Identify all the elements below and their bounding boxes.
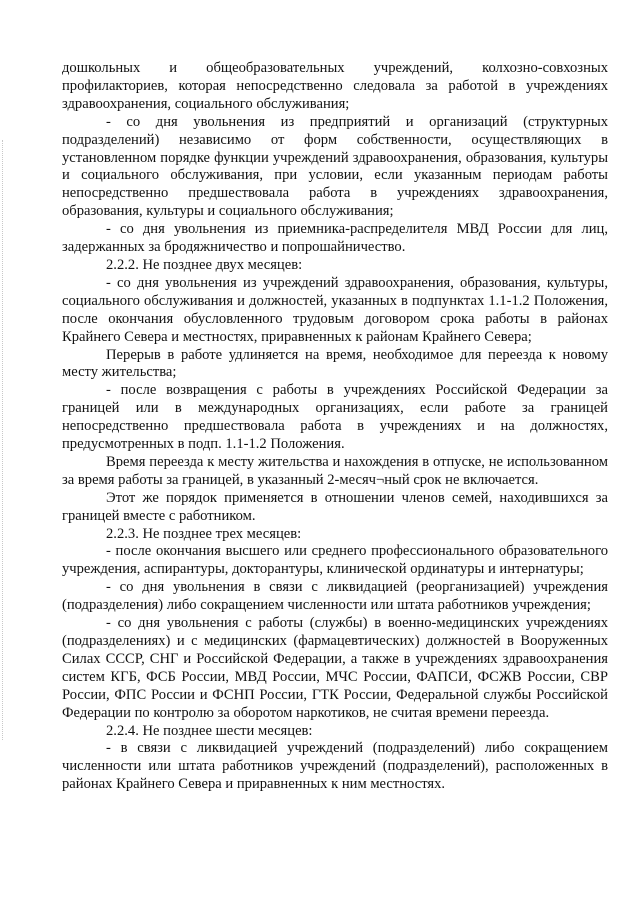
paragraph-text: Время переезда к месту жительства и нахождения в отпуске, не использованном за время работы за границей, в указанный 2-месяч¬ный срок не включается. <box>62 453 608 488</box>
paragraph-clause: - в связи с ликвидацией учреждений (подразделений) либо сокращением численности или штата работников учреждений (подразделений), расположенных в районах Крайнего Севера и приравненных к ним местностях. <box>62 740 608 793</box>
paragraph-clause: - после возвращения с работы в учреждениях Российской Федерации за границей или в международных организациях, если работе за границей непосредственно предшествовала работа в учреждениях и на должностях, предусмотренных в подп. 1.1-1.2 Положения. <box>62 382 608 453</box>
section-heading-2-2-4: 2.2.4. Не позднее шести месяцев: <box>106 722 313 739</box>
paragraph-clause: - со дня увольнения из приемника-распределителя МВД России для лиц, задержанных за бродяжничество и попрошайничество. <box>62 221 608 256</box>
paragraph-continuation: дошкольных и общеобразовательных учреждений, колхозно-совхозных профилакториев, которая непосредственно следовала за работой в учреждениях здравоохранения, социального обслуживания; <box>62 60 608 112</box>
section-heading-2-2-2: 2.2.2. Не позднее двух месяцев: <box>106 256 303 273</box>
paragraph-text: Перерыв в работе удлиняется на время, необходимое для переезда к новому месту жительства; <box>62 346 608 381</box>
paragraph-clause: - со дня увольнения из учреждений здравоохранения, образования, культуры, социального обслуживания и должностей, указанных в подпунктах 1.1-1.2 Положения, после окончания обусловленного трудовым договором срока работы в районах Крайнего Севера и местностях, приравненных к районам Крайнего Севера; <box>62 274 608 345</box>
document-body <box>62 60 608 794</box>
paragraph-clause: - после окончания высшего или среднего профессионального образовательного учреждения, аспирантуры, докторантуры, клинической ординатуры и интернатуры; <box>62 543 608 578</box>
paragraph-clause: - со дня увольнения в связи с ликвидацией (реорганизацией) учреждения (подразделения) либо сокращением численности или штата работников учреждения; <box>62 579 608 614</box>
section-heading-2-2-3: 2.2.3. Не позднее трех месяцев: <box>106 525 302 542</box>
paragraph-text: Этот же порядок применяется в отношении членов семей, находившихся за границей вместе с работником. <box>62 489 608 524</box>
paragraph-clause: - со дня увольнения из предприятий и организаций (структурных подразделений) независимо от форм собственности, осуществляющих в установленном порядке функции учреждений здравоохранения, образования, культуры и социального обслуживания, при условии, если указанным периодам работы непосредственно предшествовала работа в учреждениях здравоохранения, образования, культуры и социального обслуживания; <box>62 113 608 220</box>
paragraph-clause: - со дня увольнения с работы (службы) в военно-медицинских учреждениях (подразделениях) и с медицинских (фармацевтических) должностей в Вооруженных Силах СССР, СНГ и Российской Федерации, а также в учреждениях здравоохранения систем КГБ, ФСБ России, МВД России, МЧС России, ФАПСИ, ФСЖВ России, СВР России, ФПС России и ФСНП России, ГТК России, Федеральной службы Российской Федерации по контролю за оборотом наркотиков, не считая времени переезда. <box>62 615 608 721</box>
scan-margin-marks <box>2 140 7 740</box>
